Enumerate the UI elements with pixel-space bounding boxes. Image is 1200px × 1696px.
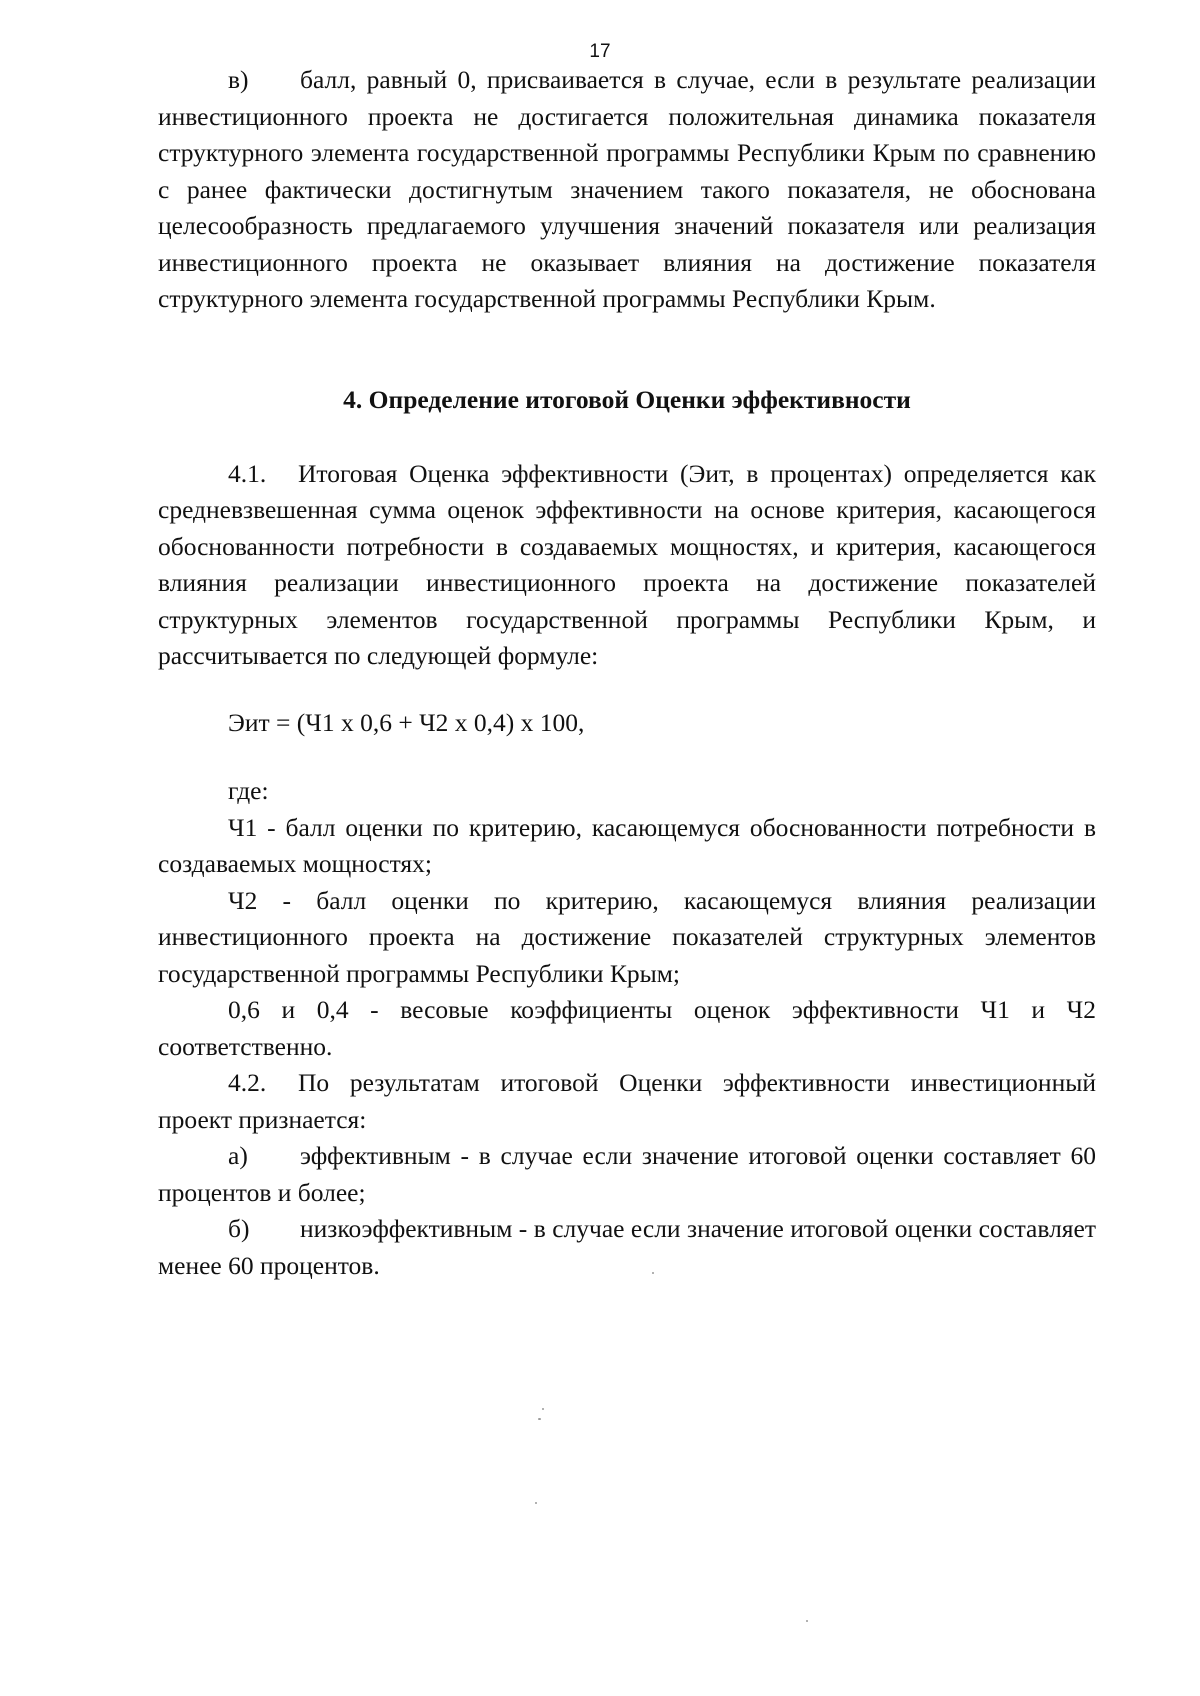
where-label: где: — [228, 776, 269, 805]
scan-speck — [538, 1418, 541, 1420]
scan-speck — [542, 1408, 544, 1410]
item-v-text: балл, равный 0, присваивается в случае, если в результате реализации инвестиционного проекта не достигается положительная динамика показателя структурного элемента государственной программы Республики Крым по сравнению с ранее фактически достигнутым значением такого показателя, не обоснована целесообразность предлагаемого улучшения значений показателя или реализация инвестиционного проекта не оказывает влияния на достижение показателя структурного элемента государственной программы Республики Крым. — [158, 65, 1096, 313]
paragraph-4-2 — [158, 1065, 1096, 1138]
scan-speck — [652, 1272, 654, 1274]
item-b-text: низкоэффективным - в случае если значение итоговой оценки составляет менее 60 процентов. — [158, 1214, 1096, 1280]
item-a-text: эффективным - в случае если значение итоговой оценки составляет 60 процентов и более; — [158, 1141, 1096, 1207]
page-number: 17 — [589, 41, 611, 62]
item-b-marker: б) — [228, 1214, 250, 1243]
section-title: 4. Определение итоговой Оценки эффективности — [343, 384, 911, 414]
item-v-marker: в) — [228, 65, 249, 94]
document-body — [158, 62, 1096, 1284]
paragraph-4-2-text: По результатам итоговой Оценки эффективности инвестиционный проект признается: — [158, 1068, 1096, 1134]
paragraph-item-v — [158, 62, 1096, 318]
formula: Эит = (Ч1 х 0,6 + Ч2 х 0,4) х 100, — [228, 707, 585, 737]
definition-ch2: Ч2 - балл оценки по критерию, касающемуся влияния реализации инвестиционного проекта на достижение показателей структурных элементов государственной программы Республики Крым; — [158, 885, 1096, 988]
scan-speck — [806, 1620, 808, 1622]
item-a-marker: а) — [228, 1141, 248, 1170]
definition-weights: 0,6 и 0,4 - весовые коэффициенты оценок эффективности Ч1 и Ч2 соответственно. — [158, 995, 1096, 1061]
scan-speck — [535, 1502, 537, 1504]
paragraph-4-2-number: 4.2. — [228, 1068, 267, 1097]
paragraph-4-1 — [158, 456, 1096, 675]
paragraph-item-a — [158, 1138, 1096, 1211]
definition-ch1: Ч1 - балл оценки по критерию, касающемуся обоснованности потребности в создаваемых мощностях; — [158, 812, 1096, 878]
paragraph-4-1-text: Итоговая Оценка эффективности (Эит, в процентах) определяется как средневзвешенная сумма оценок эффективности на основе критерия, касающегося обоснованности потребности в создаваемых мощностях, и критерия, касающегося влияния реализации инвестиционного проекта на достижение показателей структурных элементов государственной программы Республики Крым, и рассчитывается по следующей формуле: — [158, 458, 1096, 670]
paragraph-4-1-number: 4.1. — [228, 458, 267, 488]
paragraph-item-b — [158, 1211, 1096, 1284]
